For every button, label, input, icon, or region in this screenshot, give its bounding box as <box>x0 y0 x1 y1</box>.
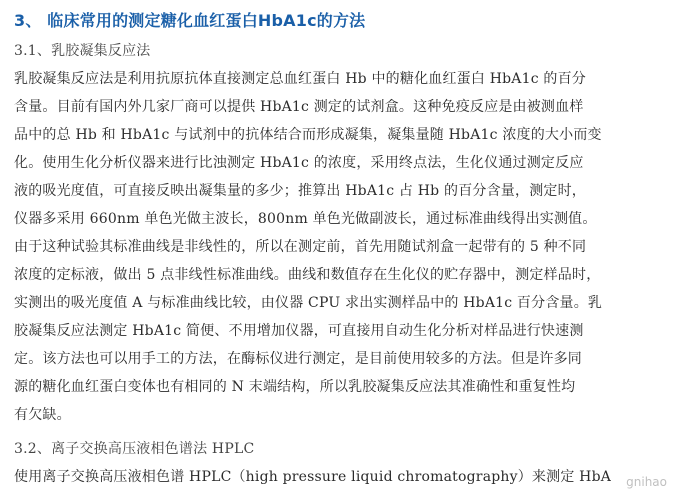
paragraph-line: 仪器多采用 660nm 单色光做主波长，800nm 单色光做副波长，通过标准曲线得出实测值。 <box>14 211 597 227</box>
section-heading: 3、 临床常用的测定糖化血红蛋白HbA1c的方法 <box>14 11 366 30</box>
subsection-title-hplc: 3.2、离子交换高压液相色谱法 HPLC <box>14 441 255 457</box>
paragraph-line: 有欠缺。 <box>14 407 71 423</box>
paragraph-line: 含量。目前有国内外几家厂商可以提供 HbA1c 测定的试剂盒。这种免疫反应是由被测血样 <box>14 99 584 115</box>
paragraph-line: 液的吸光度值，可直接反映出凝集量的多少；推算出 HbA1c 占 Hb 的百分含量，测定时， <box>14 183 586 199</box>
paragraph-line: 实测出的吸光度值 A 与标准曲线比较，由仪器 CPU 求出实测样品中的 HbA1c 百分含量。乳 <box>14 295 603 311</box>
paragraph-line: 由于这种试验其标准曲线是非线性的，所以在测定前，首先用随试剂盒一起带有的 5 种不同 <box>14 239 587 255</box>
paragraph-line: 浓度的定标液，做出 5 点非线性标准曲线。曲线和数值存在生化仪的贮存器中，测定样品时， <box>14 267 601 283</box>
paragraph-line: 使用离子交换高压液相色谱 HPLC（high pressure liquid chromatography）来测定 HbA <box>14 469 612 485</box>
watermark-text: gnihao <box>626 475 667 489</box>
paragraph-line: 品中的总 Hb 和 HbA1c 与试剂中的抗体结合而形成凝集，凝集量随 HbA1c 浓度的大小而变 <box>14 127 602 143</box>
paragraph-line: 胶凝集反应法测定 HbA1c 简便、不用增加仪器，可直接用自动生化分析对样品进行快速测 <box>14 323 584 339</box>
paragraph-line: 源的糖化血红蛋白变体也有相同的 N 末端结构，所以乳胶凝集反应法其准确性和重复性均 <box>14 379 576 395</box>
subsection-title-latex: 3.1、乳胶凝集反应法 <box>14 43 151 59</box>
paragraph-line: 定。该方法也可以用手工的方法，在酶标仪进行测定，是目前使用较多的方法。但是许多同 <box>14 351 582 367</box>
paragraph-line: 乳胶凝集反应法是利用抗原抗体直接测定总血红蛋白 Hb 中的糖化血红蛋白 HbA1c 的百分 <box>14 71 586 87</box>
paragraph-line: 化。使用生化分析仪器来进行比浊测定 HbA1c 的浓度，采用终点法，生化仪通过测定反应 <box>14 155 584 171</box>
